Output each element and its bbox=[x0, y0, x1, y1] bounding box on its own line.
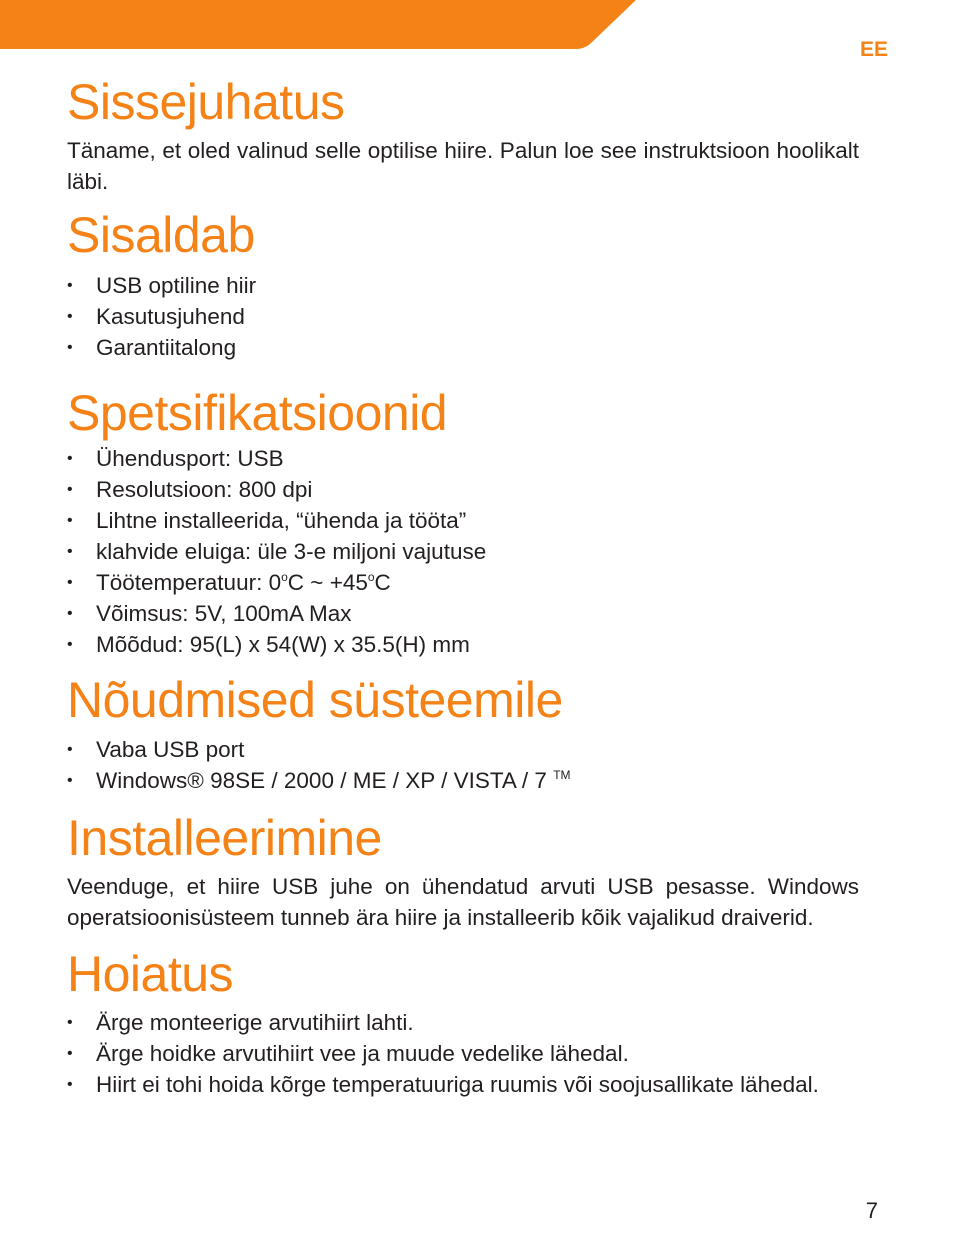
list-item: • Hiirt ei tohi hoida kõrge temperatuuriga ruumis või soojusallikate lähedal. bbox=[67, 1069, 859, 1100]
specs-list bbox=[67, 443, 859, 660]
warning-list bbox=[67, 1007, 859, 1100]
list-item: • Töötemperatuur: 0$^o$C ~ $+45^oC$ bbox=[67, 567, 859, 598]
section-title-intro: Sissejuhatus bbox=[67, 74, 345, 130]
language-tag: EE bbox=[859, 38, 888, 61]
list-item: • klahvide eluiga: üle 3-e miljoni vajutuse bbox=[67, 536, 859, 567]
section-title-specs: Spetsifikatsioonid bbox=[67, 385, 448, 441]
list-item: • Kasutusjuhend bbox=[67, 301, 859, 332]
list-item: • Resolutsioon: 800 dpi bbox=[67, 474, 859, 505]
header-accent-bar bbox=[0, 0, 954, 50]
list-item: • Mõõdud: 95(L) x 54(W) x 35.5(H) mm bbox=[67, 629, 859, 660]
page-number: 7 bbox=[865, 1198, 878, 1223]
section-title-warning: Hoiatus bbox=[67, 946, 234, 1002]
requirements-list bbox=[67, 734, 859, 796]
section-title-install: Installeerimine bbox=[67, 810, 382, 866]
manual-page-content bbox=[67, 70, 859, 1100]
list-item: • Võimsus: 5V, 100mA Max bbox=[67, 598, 859, 629]
list-item: • Windows® 98SE / 2000 / ME / XP / VISTA / 7 ™ bbox=[67, 765, 859, 796]
list-item: • Vaba USB port bbox=[67, 734, 859, 765]
list-item: • Ärge hoidke arvutihiirt vee ja muude vedelike lähedal. bbox=[67, 1038, 859, 1069]
list-item: • Ühendusport: USB bbox=[67, 443, 859, 474]
list-item: • Garantiitalong bbox=[67, 332, 859, 363]
intro-text: Täname, et oled valinud selle optilise hiire. Palun loe see instruktsioon hoolikalt läbi. bbox=[67, 138, 859, 194]
list-item: • Lihtne installeerida, “ühenda ja tööta” bbox=[67, 505, 859, 536]
section-title-requirements: Nõudmised süsteemile bbox=[67, 672, 563, 728]
list-item: • USB optiline hiir bbox=[67, 270, 859, 301]
section-title-contents: Sisaldab bbox=[67, 207, 255, 263]
list-item: • Ärge monteerige arvutihiirt lahti. bbox=[67, 1007, 859, 1038]
install-text: Veenduge, et hiire USB juhe on ühendatud arvuti USB pesasse. Windows operatsioonisüsteem tunneb ära hiire ja installeerib kõik vajalikud draiverid. bbox=[67, 874, 859, 930]
contents-list bbox=[67, 270, 859, 363]
